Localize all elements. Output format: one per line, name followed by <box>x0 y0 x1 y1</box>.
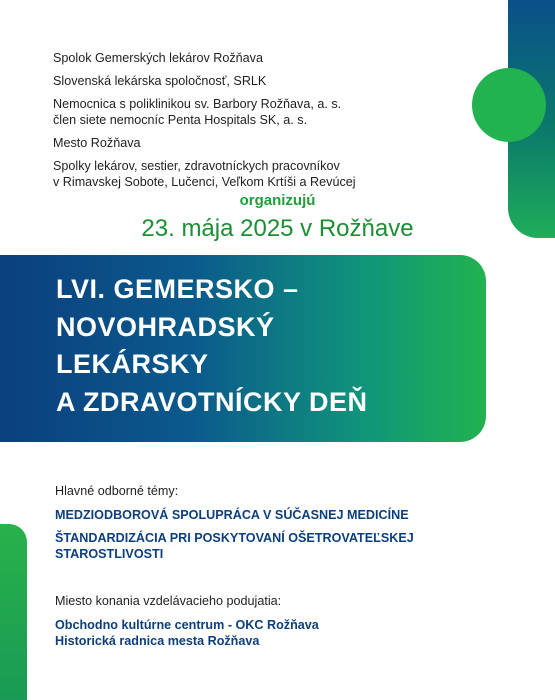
event-title-line: A ZDRAVOTNÍCKY DEŇ <box>56 386 368 417</box>
organizer-item: Spolok Gemerských lekárov Rožňava <box>53 51 263 65</box>
decorative-green-circle <box>472 68 546 142</box>
event-title-line: LEKÁRSKY <box>56 349 209 379</box>
event-date: 23. mája 2025 v Rožňave <box>141 215 414 242</box>
event-title-line: LVI. GEMERSKO – <box>56 274 299 304</box>
organizer-item: Spolky lekárov, sestier, zdravotníckych pracovníkov v Rimavskej Sobote, Lučenci, Veľkom Krtíši a Revúcej <box>53 159 356 189</box>
organizer-item: Nemocnica s poliklinikou sv. Barbory Rožňava, a. s. člen siete nemocníc Penta Hospitals SK, a. s. <box>53 97 342 127</box>
venue-label: Miesto konania vzdelávacieho podujatia: <box>55 594 282 608</box>
venue-place: Historická radnica mesta Rožňava <box>55 634 260 648</box>
venue-section <box>55 593 485 649</box>
topic-item: ŠTANDARDIZÁCIA PRI POSKYTOVANÍ OŠETROVATEĽSKEJ STAROSTLIVOSTI <box>55 531 414 561</box>
topics-section <box>55 483 485 569</box>
event-title <box>56 271 476 421</box>
event-title-line: NOVOHRADSKÝ <box>56 311 275 342</box>
organize-label: organizujú <box>239 192 316 209</box>
topic-item: MEDZIODBOROVÁ SPOLUPRÁCA V SÚČASNEJ MEDICÍNE <box>55 508 409 522</box>
venue-place: Obchodno kultúrne centrum - OKC Rožňava <box>55 618 319 632</box>
organizers-list <box>53 50 473 197</box>
topics-label: Hlavné odborné témy: <box>55 484 179 498</box>
organizer-item: Mesto Rožňava <box>53 136 141 150</box>
organizer-item: Slovenská lekárska spoločnosť, SRLK <box>53 74 267 88</box>
decorative-bottom-left-bar <box>0 524 27 700</box>
